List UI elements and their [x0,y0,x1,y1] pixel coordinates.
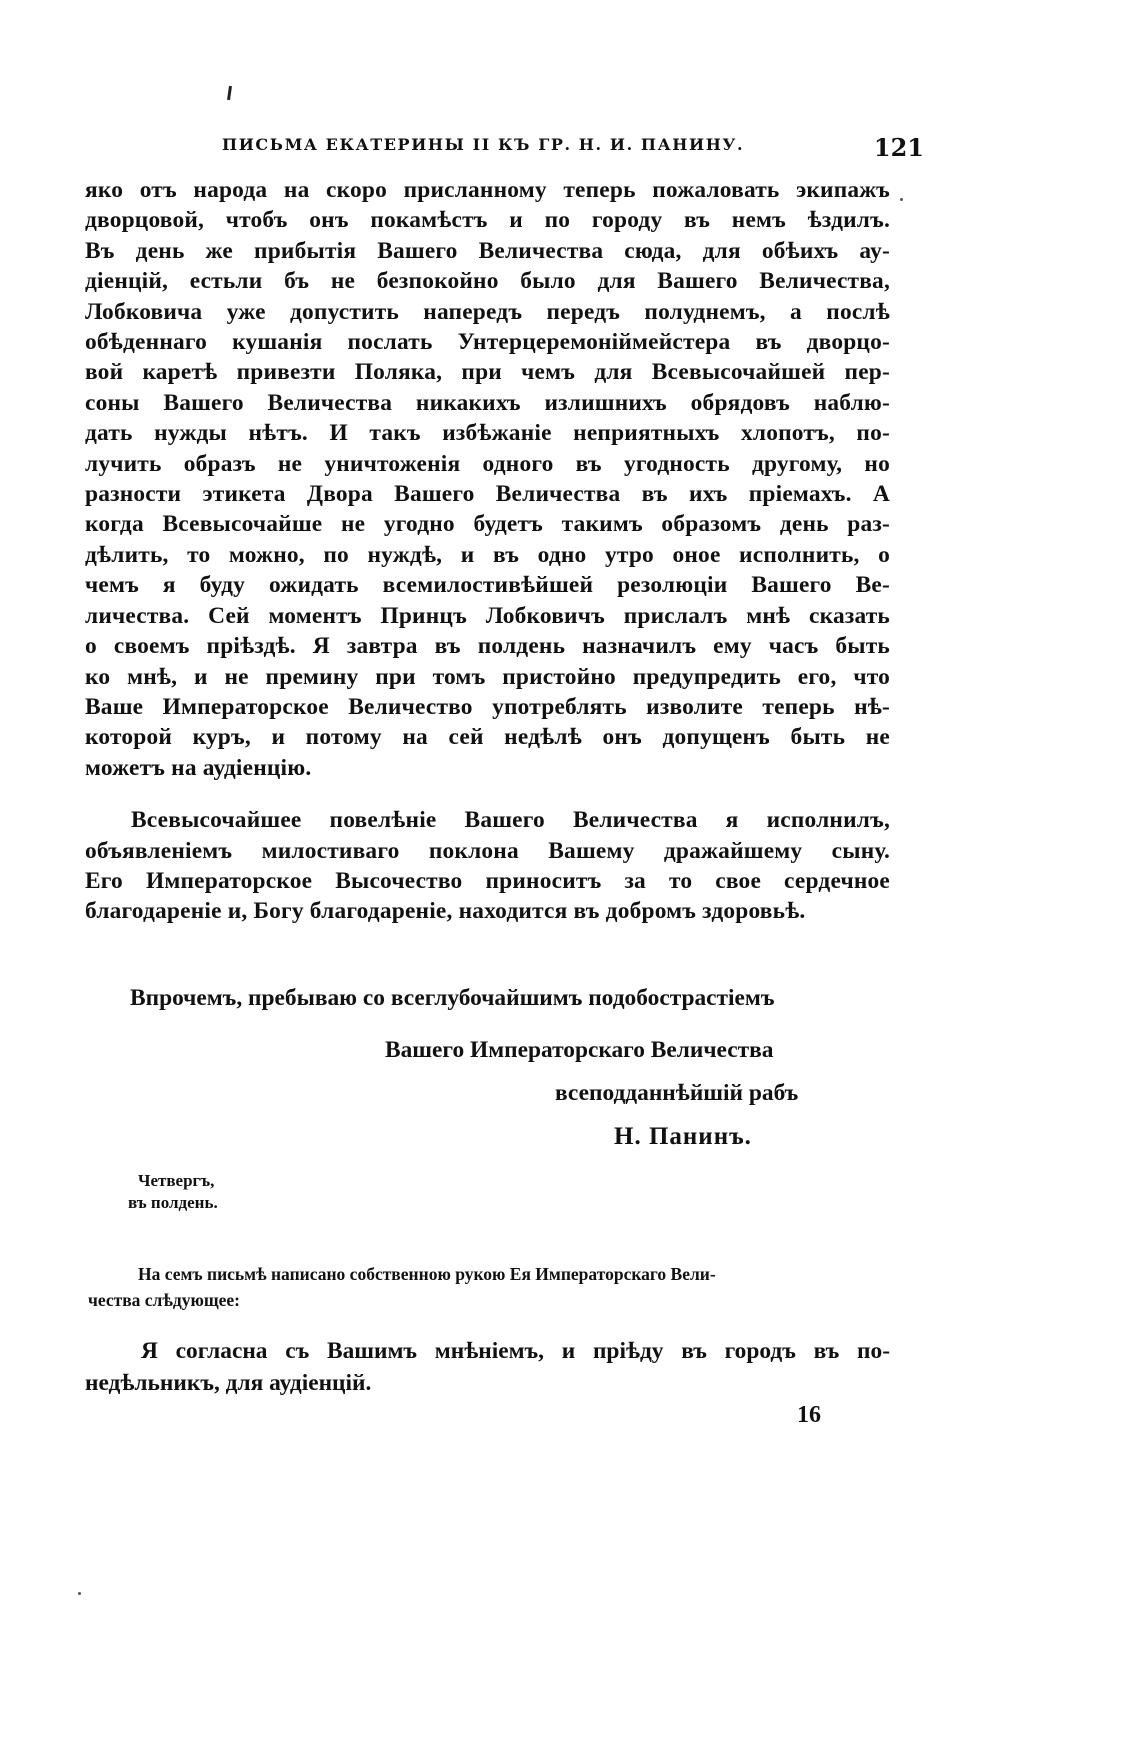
paragraph-1 [85,175,890,783]
speck [900,198,903,201]
text-line: лучить образъ не уничтоженія одного въ угодность другому, но [85,450,890,477]
page-number: 121 [873,133,924,162]
text-line: о своемъ пріѣздѣ. Я завтра въ полдень назначилъ ему часъ быть [85,633,890,660]
text-line: яко отъ народа на скоро присланному теперь пожаловать экипажъ [85,177,890,203]
text-line: чемъ я буду ожидать всемилостивѣйшей резолюціи Вашего Ве- [85,572,890,599]
speck [78,1592,81,1595]
text-line: Всевысочайшее повелѣніе Вашего Величества я исполнилъ, [131,807,890,834]
letter-body [85,175,890,927]
signature: Н. Панинъ. [614,1123,752,1150]
signature-mark: 16 [797,1402,821,1428]
text-line: Въ день же прибытія Вашего Величества сюда, для обѣихъ ау- [85,237,890,264]
text-line: ко мнѣ, и не премину при томъ пристойно предупредить его, что [85,663,890,690]
text-line: которой куръ, и потому на сей недѣлѣ онъ допущенъ быть не [85,724,890,751]
closing-servant: всеподданнѣйшій рабъ [555,1080,799,1106]
text-line: недѣльникъ, для аудіенцій. [85,1370,372,1396]
running-head [222,133,924,163]
text-line: діенцій, естьли бъ не безпокойно было для Вашего Величества, [85,268,890,295]
editorial-note [88,1261,890,1313]
note-line-2: чества слѣдующее: [88,1290,240,1310]
closing-address: Вашего Императорскаго Величества [385,1037,774,1063]
note-line-1: На семъ письмѣ написано собственною рукою Ея Императорскаго Вели- [138,1264,716,1284]
text-line: можетъ на аудіенцію. [85,754,312,781]
text-line: дворцовой, чтобъ онъ покамѣстъ и по городу въ немъ ѣздилъ. [85,207,890,234]
text-line: вой каретѣ привезти Поляка, при чемъ для Всевысочайшей пер- [85,359,890,386]
text-line: соны Вашего Величества никакихъ излишнихъ обрядовъ наблю- [85,389,890,416]
text-line: разности этикета Двора Вашего Величества въ ихъ пріемахъ. А [85,481,890,508]
text-line: благодареніе и, Богу благодареніе, находится въ добромъ здоровьѣ. [85,898,806,925]
text-line: Его Императорское Высочество приноситъ за то свое сердечное [85,867,890,894]
dateline-day: Четвергъ, [138,1171,215,1190]
dateline [128,1170,218,1214]
running-head-title: ПИСЬМА ЕКАТЕРИНЫ II КЪ ГР. Н. И. ПАНИНУ. [222,135,745,154]
text-line: Ваше Императорское Величество употреблять изволите теперь нѣ- [85,693,890,720]
stray-ink-mark [227,86,232,100]
imperial-annotation [85,1335,890,1399]
text-line: Лобковича уже допустить напередъ передъ полуднемъ, а послѣ [85,298,890,325]
text-line: личества. Сей моментъ Принцъ Лобковичъ прислалъ мнѣ сказать [85,602,890,629]
text-line: обѣденнаго кушанія послать Унтерцеремоніймейстера въ дворцо- [85,329,890,356]
closing-formula: Впрочемъ, пребываю со всеглубочайшимъ подобострастіемъ [130,985,775,1011]
text-line: когда Всевысочайше не угодно будетъ такимъ образомъ день раз- [85,511,890,538]
text-line: дѣлить, то можно, по нуждѣ, и въ одно утро оное исполнить, о [85,541,890,568]
text-line: Я согласна съ Вашимъ мнѣніемъ, и пріѣду въ городъ въ по- [141,1338,890,1364]
text-line: объявленіемъ милостиваго поклона Вашему дражайшему сыну. [85,837,890,864]
dateline-time: въ полдень. [128,1193,218,1212]
text-line: дать нужды нѣтъ. И такъ избѣжаніе неприятныхъ хлопотъ, по- [85,420,890,447]
paragraph-2 [85,805,890,927]
